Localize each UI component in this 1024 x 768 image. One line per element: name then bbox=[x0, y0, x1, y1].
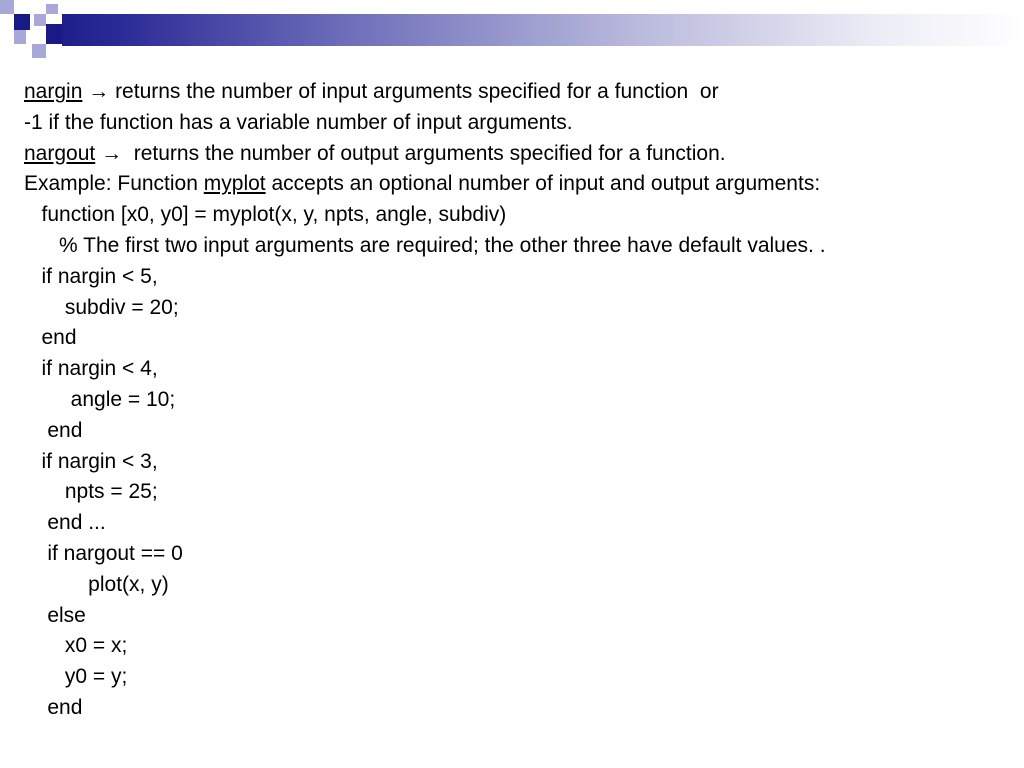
code-line: else bbox=[24, 603, 86, 627]
arrow-icon: → bbox=[88, 80, 110, 103]
code-line: angle = 10; bbox=[24, 387, 176, 411]
logo-square-1 bbox=[0, 0, 14, 14]
code-line: if nargin < 5, bbox=[24, 264, 158, 288]
logo-square-6 bbox=[32, 44, 46, 58]
myplot-term: myplot bbox=[203, 172, 266, 196]
code-line: end bbox=[24, 418, 83, 442]
nargin-line bbox=[24, 77, 1014, 108]
example-line bbox=[24, 169, 1014, 200]
code-comment-line: % The first two input arguments are required; the other three have default values. . bbox=[24, 233, 826, 257]
code-line: end bbox=[24, 695, 83, 719]
code-line: x0 = x; bbox=[24, 634, 128, 658]
logo-square-3 bbox=[34, 14, 46, 26]
logo-square-4 bbox=[46, 4, 58, 14]
code-line: end bbox=[24, 326, 77, 350]
slide-body bbox=[24, 77, 1014, 724]
example-lead: Example: Function bbox=[24, 172, 204, 196]
nargout-line bbox=[24, 139, 1014, 170]
nargout-term: nargout bbox=[24, 141, 96, 165]
code-line: if nargin < 3, bbox=[24, 449, 158, 473]
code-line: if nargin < 4, bbox=[24, 357, 158, 381]
nargin-term: nargin bbox=[24, 80, 83, 103]
code-line: if nargout == 0 bbox=[24, 541, 183, 565]
nargout-description: returns the number of output arguments specified for a function. bbox=[122, 141, 726, 165]
code-line: y0 = y; bbox=[24, 665, 128, 689]
nargin-description-continued: -1 if the function has a variable number of input arguments. bbox=[24, 110, 573, 134]
example-tail: accepts an optional number of input and output arguments: bbox=[265, 172, 821, 196]
logo-square-2 bbox=[14, 14, 30, 30]
logo-square-7 bbox=[46, 24, 62, 44]
code-line: subdiv = 20; bbox=[24, 295, 179, 319]
title-bar bbox=[0, 0, 1024, 62]
code-line: end ... bbox=[24, 511, 106, 535]
logo-square-5 bbox=[14, 30, 26, 44]
code-line: npts = 25; bbox=[24, 480, 158, 504]
code-line: plot(x, y) bbox=[24, 572, 169, 596]
code-line: function [x0, y0] = myplot(x, y, npts, angle, subdiv) bbox=[24, 203, 507, 227]
arrow-icon: → bbox=[101, 141, 123, 165]
title-gradient-band bbox=[38, 14, 1024, 46]
nargin-description: returns the number of input arguments specified for a function or bbox=[109, 80, 719, 103]
